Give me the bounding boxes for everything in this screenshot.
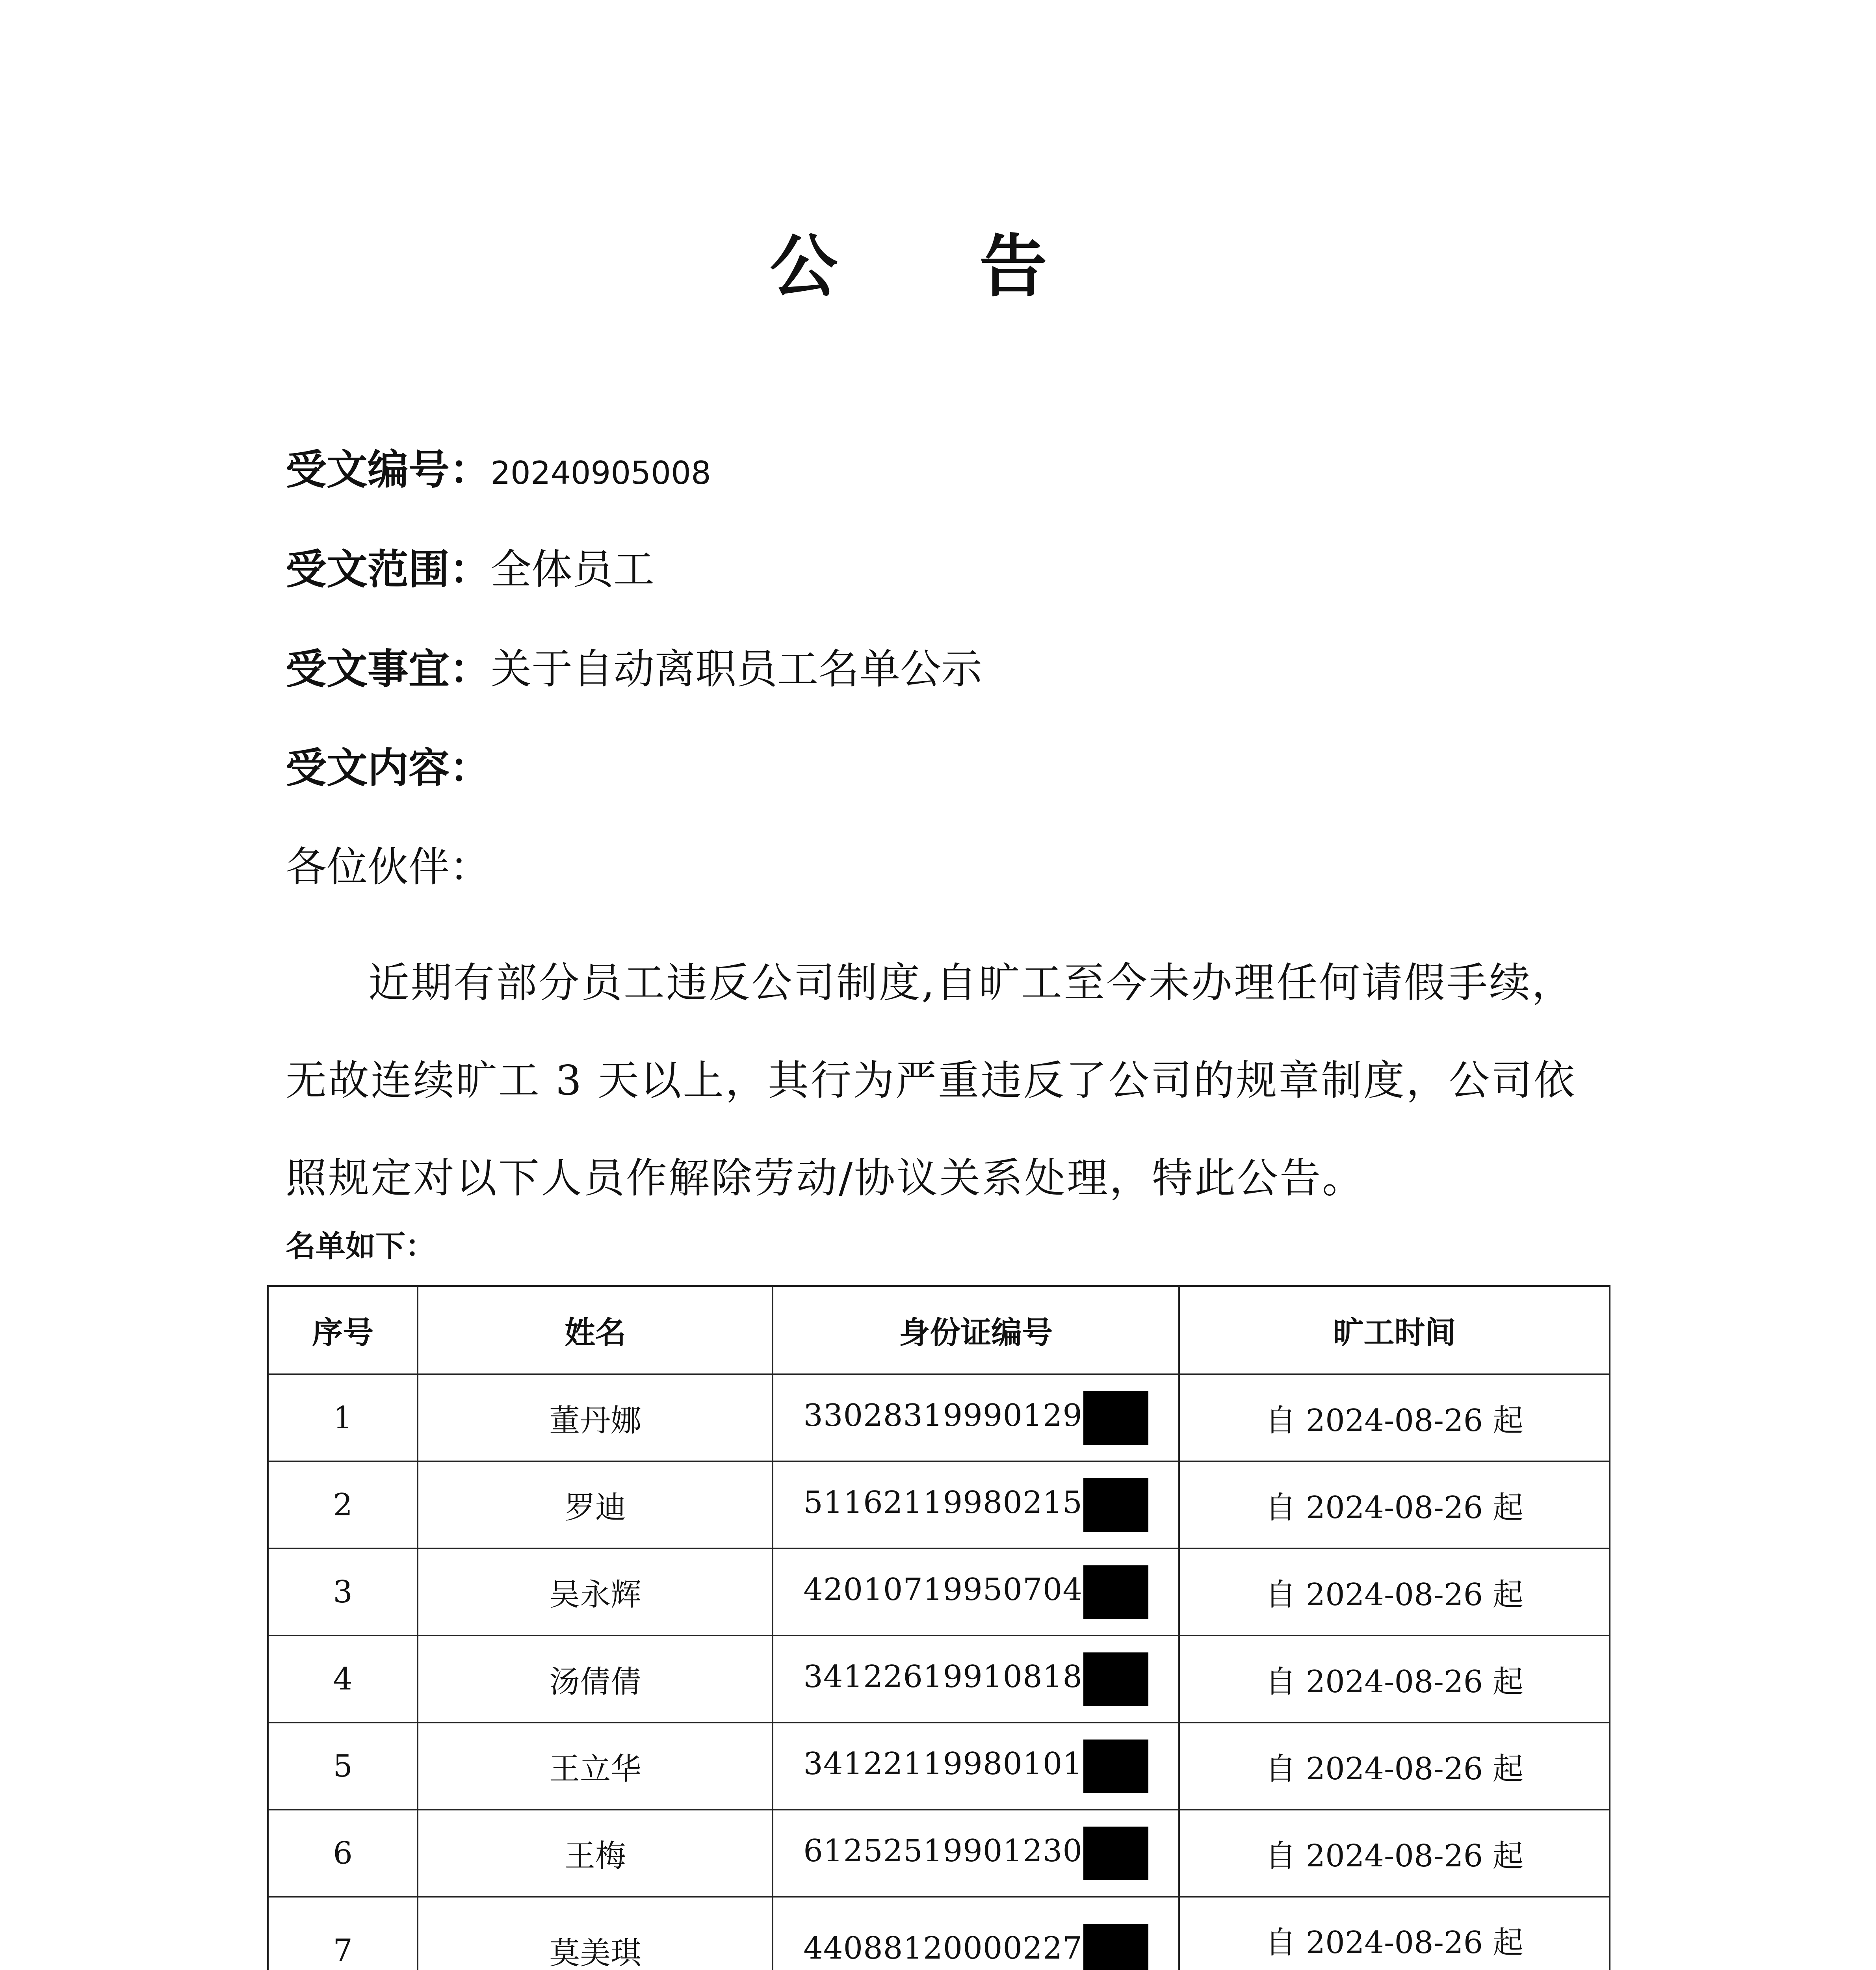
id-number-visible: 61252519901230 xyxy=(803,1833,1083,1869)
redaction-block xyxy=(1083,1827,1148,1880)
greeting: 各位伙伴： xyxy=(286,843,491,891)
cell-no: 4 xyxy=(268,1635,418,1723)
company-seal-stamp xyxy=(1706,1962,1876,1970)
meta-doc-number xyxy=(286,445,711,494)
cell-id xyxy=(773,1723,1179,1810)
meta-label: 受文内容： xyxy=(286,743,491,792)
redaction-block xyxy=(1083,1924,1148,1970)
seal-name-text xyxy=(1781,1964,1876,1970)
cell-date: 自 2024-08-26 起 xyxy=(1179,1374,1610,1461)
table-row xyxy=(268,1635,1610,1723)
id-number-visible: 34122119980101 xyxy=(803,1746,1083,1782)
cell-id xyxy=(773,1810,1179,1897)
id-number-visible: 51162119980215 xyxy=(803,1485,1083,1520)
redaction-block xyxy=(1083,1652,1148,1706)
cell-name: 王梅 xyxy=(418,1810,773,1897)
id-number-visible: 33028319990129 xyxy=(803,1398,1083,1433)
redaction-block xyxy=(1083,1565,1148,1619)
seal-outer-ring xyxy=(1745,1962,1876,1970)
page-title: 公 告 xyxy=(770,226,1106,306)
cell-no: 6 xyxy=(268,1810,418,1897)
id-number-visible: 34122619910818 xyxy=(803,1659,1083,1695)
id-number-visible: 44088120000227 xyxy=(803,1931,1083,1966)
meta-label: 受文范围： xyxy=(286,545,491,593)
cell-name: 莫美琪 xyxy=(418,1897,773,1970)
table-row xyxy=(268,1723,1610,1810)
roster-table xyxy=(267,1285,1610,1970)
redaction-block xyxy=(1083,1391,1148,1445)
table-row xyxy=(268,1374,1610,1461)
cell-no: 7 xyxy=(268,1897,418,1970)
cell-id xyxy=(773,1374,1179,1461)
redaction-block xyxy=(1083,1740,1148,1793)
header-cell-id: 身份证编号 xyxy=(773,1286,1179,1374)
cell-date: 自 2024-08-26 起 xyxy=(1179,1810,1610,1897)
redaction-block xyxy=(1083,1478,1148,1532)
cell-id xyxy=(773,1897,1179,1970)
cell-no: 3 xyxy=(268,1548,418,1635)
table-row xyxy=(268,1548,1610,1635)
meta-subject xyxy=(286,645,983,693)
meta-content xyxy=(286,743,491,792)
cell-no: 2 xyxy=(268,1461,418,1548)
meta-value: 全体员工 xyxy=(490,545,655,593)
cell-date: 自 2024-08-26 起 xyxy=(1179,1897,1610,1970)
header-cell-date: 旷工时间 xyxy=(1179,1286,1610,1374)
table-row xyxy=(268,1897,1610,1970)
cell-name: 董丹娜 xyxy=(418,1374,773,1461)
table-row xyxy=(268,1461,1610,1548)
cell-name: 汤倩倩 xyxy=(418,1635,773,1723)
id-number-visible: 42010719950704 xyxy=(803,1572,1083,1608)
meta-value: 20240905008 xyxy=(490,455,711,491)
svg-text:宁波杰 xyxy=(1781,1964,1876,1970)
table-row xyxy=(268,1810,1610,1897)
header-cell-no: 序号 xyxy=(268,1286,418,1374)
meta-scope xyxy=(286,545,655,593)
cell-date: 自 2024-08-26 起 xyxy=(1179,1461,1610,1548)
announcement-body: 近期有部分员工违反公司制度,自旷工至今未办理任何请假手续，无故连续旷工 3 天以上，其行为严重违反了公司的规章制度，公司依照规定对以下人员作解除劳动/协议关系处理，特此公告。 xyxy=(286,959,1577,1202)
header-cell-name: 姓名 xyxy=(418,1286,773,1374)
cell-name: 罗迪 xyxy=(418,1461,773,1548)
cell-id xyxy=(773,1548,1179,1635)
table-body xyxy=(268,1374,1610,1970)
cell-date: 自 2024-08-26 起 xyxy=(1179,1723,1610,1810)
cell-date: 自 2024-08-26 起 xyxy=(1179,1548,1610,1635)
meta-label: 受文事宜： xyxy=(286,645,491,693)
cell-id xyxy=(773,1635,1179,1723)
list-caption: 名单如下： xyxy=(286,1228,435,1264)
meta-label: 受文编号： xyxy=(286,445,491,494)
cell-id xyxy=(773,1461,1179,1548)
table-header-row xyxy=(268,1286,1610,1374)
cell-name: 王立华 xyxy=(418,1723,773,1810)
cell-no: 5 xyxy=(268,1723,418,1810)
cell-name: 吴永辉 xyxy=(418,1548,773,1635)
cell-date: 自 2024-08-26 起 xyxy=(1179,1635,1610,1723)
seal-icon xyxy=(1706,1962,1876,1970)
cell-no: 1 xyxy=(268,1374,418,1461)
meta-value: 关于自动离职员工名单公示 xyxy=(490,645,983,693)
